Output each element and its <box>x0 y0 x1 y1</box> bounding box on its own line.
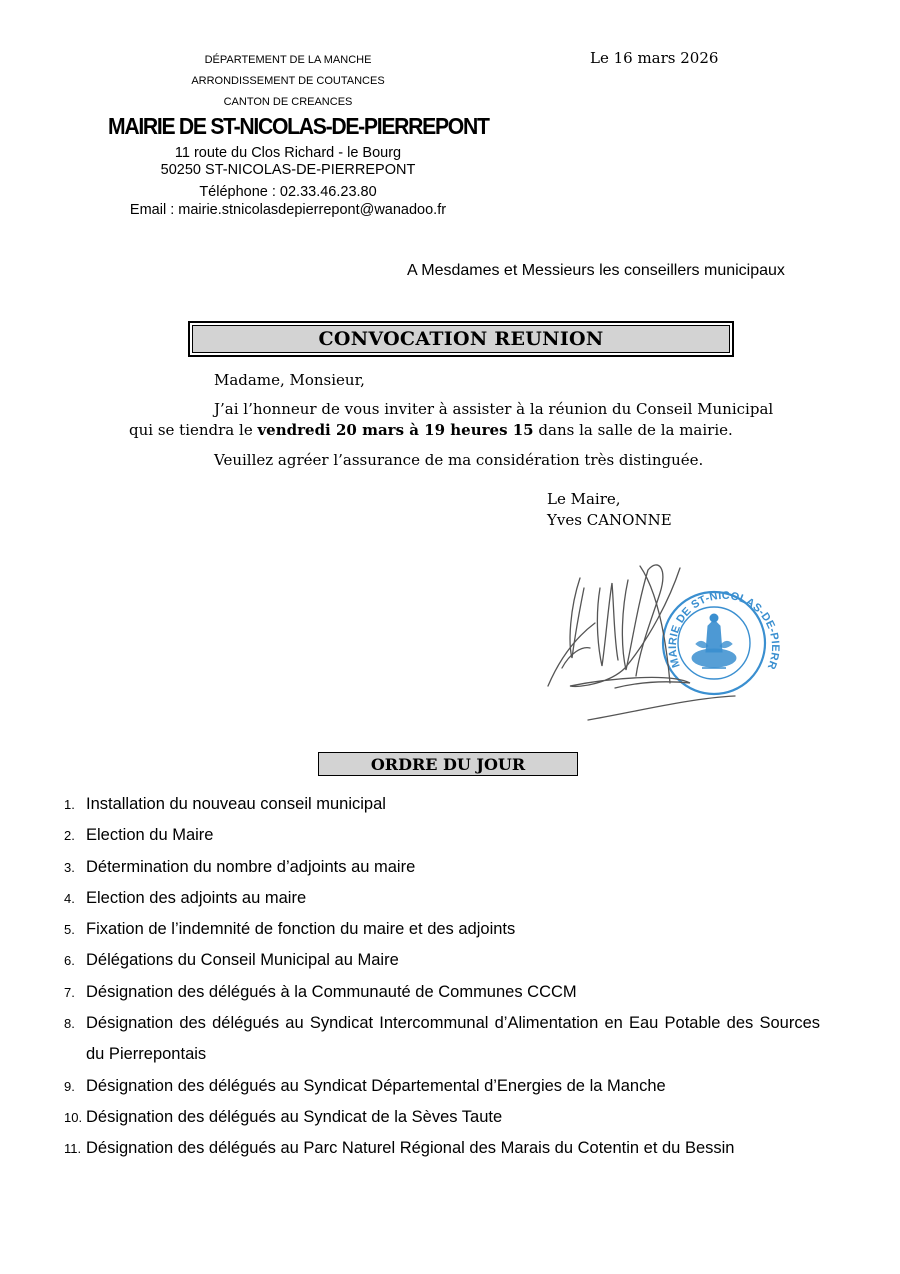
agenda-item-number: 11. <box>64 1141 82 1157</box>
address-line-1: 11 route du Clos Richard - le Bourg <box>174 145 402 161</box>
agenda-item-number: 5. <box>64 922 75 938</box>
agenda-item-number: 10. <box>64 1109 83 1125</box>
address-line-2: 50250 ST-NICOLAS-DE-PIERREPONT <box>160 162 416 178</box>
convocation-title-box <box>188 321 734 357</box>
convocation-title: CONVOCATION REUNION <box>192 325 730 353</box>
agenda-item-number: 2. <box>64 828 75 844</box>
signature-role: Le Maire, <box>547 490 621 508</box>
stamp-text: MAIRIE DE ST-NICOLAS-DE-PIERR <box>666 589 780 672</box>
agenda-item-text: Désignation des délégués à la Communauté de Communes CCCM <box>86 982 577 1001</box>
agenda-item-number: 3. <box>64 859 75 875</box>
recipient: A Mesdames et Messieurs les conseillers municipaux <box>407 262 785 279</box>
agenda-item <box>60 789 820 820</box>
agenda-item-text: Installation du nouveau conseil municipal <box>86 795 386 813</box>
letter-date: Le 16 mars 2026 <box>590 49 719 67</box>
agenda-item-text: Désignation des délégués au Syndicat Intercommunal d’Alimentation en Eau Potable des Sources du Pierrepontais <box>86 1014 820 1064</box>
agenda-item-text: Fixation de l’indemnité de fonction du maire et des adjoints <box>86 920 516 939</box>
agenda-item <box>60 1102 820 1133</box>
agenda-item <box>60 883 820 914</box>
agenda-item-number: 4. <box>64 890 75 906</box>
agenda-item <box>60 1008 820 1071</box>
body-line-1: J’ai l’honneur de vous inviter à assister à la réunion du Conseil Municipal <box>214 400 774 418</box>
agenda-item-number: 9. <box>64 1078 75 1094</box>
agenda-item-text: Délégations du Conseil Municipal au Maire <box>86 951 399 970</box>
agenda-list <box>60 789 820 1165</box>
agenda-item-text: Désignation des délégués au Syndicat Départemental d’Energies de la Manche <box>86 1076 666 1095</box>
agenda-item <box>60 914 820 945</box>
signature-stamp-graphic <box>540 548 780 728</box>
agenda-item <box>60 977 820 1008</box>
agenda-item <box>60 820 820 851</box>
mairie-title: MAIRIE DE ST-NICOLAS-DE-PIERREPONT <box>108 113 489 139</box>
closing: Veuillez agréer l’assurance de ma considération très distinguée. <box>214 451 704 469</box>
header-arrondissement: ARRONDISSEMENT DE COUTANCES <box>191 75 385 87</box>
agenda-item-text: Détermination du nombre d’adjoints au maire <box>86 857 416 876</box>
agenda-item <box>60 852 820 883</box>
agenda-item-text: Election des adjoints au maire <box>86 888 307 907</box>
agenda-item-number: 1. <box>64 797 75 812</box>
email: Email : mairie.stnicolasdepierrepont@wanadoo.fr <box>129 202 447 218</box>
agenda-title: ORDRE DU JOUR <box>318 752 578 776</box>
phone: Téléphone : 02.33.46.23.80 <box>199 184 377 200</box>
meeting-datetime: vendredi 20 mars à 19 heures 15 <box>257 421 534 439</box>
agenda-item-text: Election du Maire <box>86 826 214 845</box>
signature-name: Yves CANONNE <box>547 511 672 529</box>
agenda-item <box>60 1071 820 1102</box>
header-departement: DÉPARTEMENT DE LA MANCHE <box>204 54 372 66</box>
agenda-item-number: 8. <box>64 1016 75 1032</box>
agenda-item <box>60 945 820 976</box>
agenda-item-number: 6. <box>64 953 75 969</box>
agenda-item-text: Désignation des délégués au Syndicat de la Sèves Taute <box>86 1107 503 1126</box>
body-line-2 <box>129 420 733 441</box>
agenda-item <box>60 1133 820 1164</box>
agenda-item-number: 7. <box>64 984 75 1000</box>
body-line-2-prefix: qui se tiendra le <box>129 421 258 439</box>
body-line-2-suffix: dans la salle de la mairie. <box>533 421 733 439</box>
signature-and-stamp <box>540 548 780 728</box>
salutation: Madame, Monsieur, <box>214 371 365 389</box>
agenda-item-text: Désignation des délégués au Parc Naturel Régional des Marais du Cotentin et du Bessin <box>86 1139 735 1158</box>
mairie-stamp <box>540 548 780 694</box>
header-canton: CANTON DE CREANCES <box>223 96 353 108</box>
